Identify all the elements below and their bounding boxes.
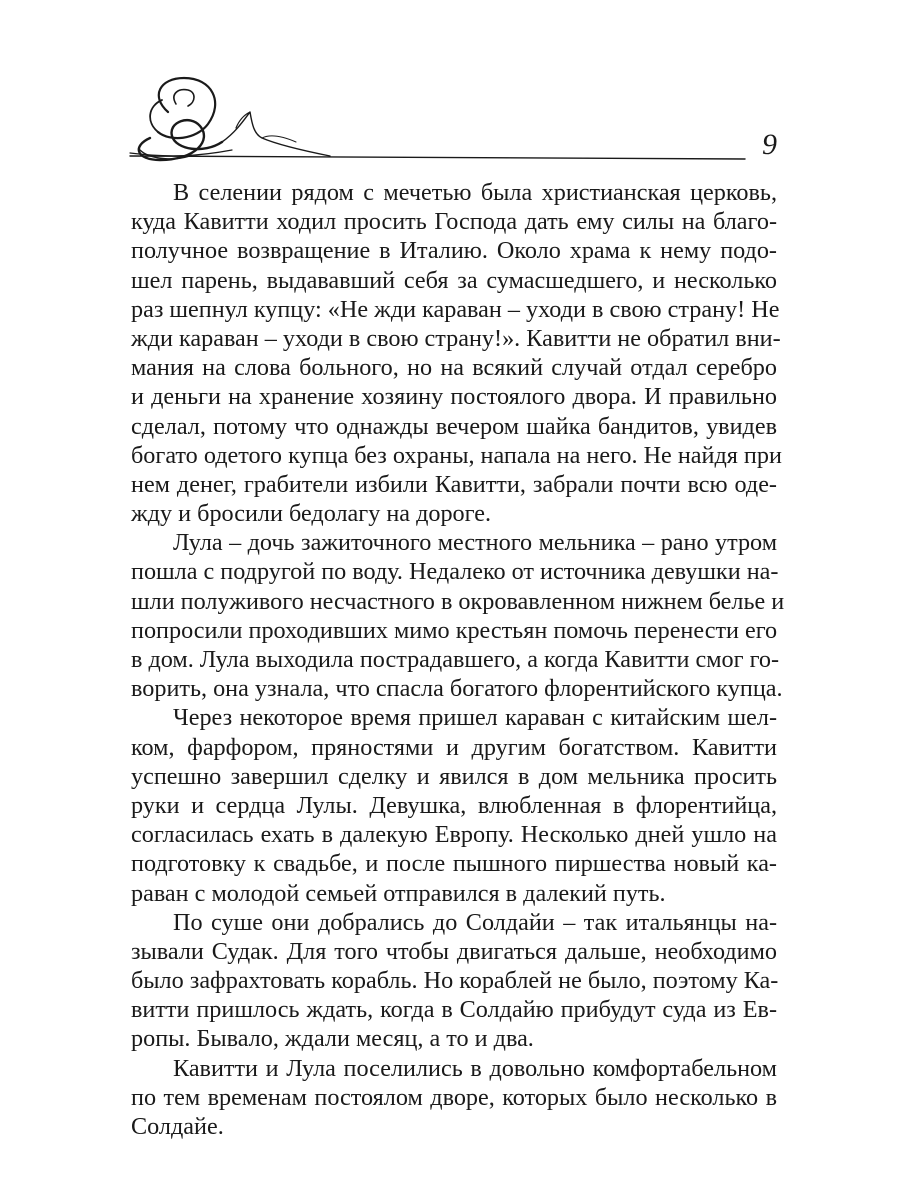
paragraph-line: ком, фарфором, пряностями и другим богатством. Кавитти	[131, 733, 777, 761]
paragraph-line: нем денег, грабители избили Кавитти, забрали почти всю оде-	[131, 470, 777, 498]
page-header	[0, 0, 900, 175]
paragraph-line: раван с молодой семьей отправился в далекий путь.	[131, 879, 666, 907]
paragraph-line: мания на слова больного, но на всякий случай отдал серебро	[131, 354, 777, 382]
paragraph-line: согласилась ехать в далекую Европу. Несколько дней ушло на	[131, 821, 777, 849]
paragraph-line: Через некоторое время пришел караван с китайским шел-	[173, 704, 777, 732]
paragraph-line: шел парень, выдававший себя за сумасшедшего, и несколько	[131, 266, 777, 294]
paragraph-line: в дом. Лула выходила пострадавшего, а когда Кавитти смог го-	[131, 646, 780, 673]
paragraph-line: зывали Судак. Для того чтобы двигаться дальше, необходимо	[131, 937, 777, 965]
paragraph-line: богато одетого купца без охраны, напала на него. Не найдя при	[131, 441, 782, 469]
paragraph-line: получное возвращение в Италию. Около храма к нему подо-	[131, 237, 777, 265]
paragraph-line: шли полуживого несчастного в окровавленном нижнем белье и	[131, 587, 785, 615]
paragraph-line: витти пришлось ждать, когда в Солдайю прибудут суда из Ев-	[131, 996, 777, 1024]
paragraph-line: Лула – дочь зажиточного местного мельника – рано утром	[173, 529, 777, 557]
paragraph-line: куда Кавитти ходил просить Господа дать ему силы на благо-	[131, 208, 777, 236]
paragraph-line: руки и сердца Лулы. Девушка, влюбленная в флорентийца,	[131, 791, 777, 819]
paragraph-line: подготовку к свадьбе, и после пышного пиршества новый ка-	[131, 850, 777, 878]
paragraph-line: было зафрахтовать корабль. Но кораблей не было, поэтому Ка-	[131, 967, 779, 995]
body-text	[131, 178, 785, 1141]
paragraph-line: успешно завершил сделку и явился в дом мельника просить	[131, 762, 777, 790]
paragraph-line: ворить, она узнала, что спасла богатого флорентийского купца.	[131, 675, 783, 703]
paragraph-line: раз шепнул купцу: «Не жди караван – уходи в свою страну! Не	[131, 295, 780, 323]
paragraph-line: и деньги на хранение хозяину постоялого двора. И правильно	[131, 383, 777, 411]
paragraph-line: ропы. Бывало, ждали месяц, а то и два.	[131, 1025, 534, 1053]
paragraph-line: сделал, потому что однажды вечером шайка бандитов, увидев	[131, 412, 777, 440]
paragraph-line: Кавитти и Лула поселились в довольно комфортабельном	[173, 1054, 777, 1082]
page-number: 9	[762, 128, 777, 161]
paragraph-line: Солдайе.	[131, 1113, 224, 1140]
paragraph-line: жди караван – уходи в свою страну!». Кавитти не обратил вни-	[131, 324, 781, 352]
swirl-flourish-icon	[0, 0, 760, 175]
paragraph-line: жду и бросили бедолагу на дороге.	[131, 500, 492, 528]
paragraph-line: попросили проходивших мимо крестьян помочь перенести его	[131, 616, 778, 644]
paragraph-line: пошла с подругой по воду. Недалеко от источника девушки на-	[131, 558, 779, 586]
paragraph-line: В селении рядом с мечетью была христианская церковь,	[173, 179, 777, 206]
paragraph-line: По суше они добрались до Солдайи – так итальянцы на-	[173, 908, 777, 936]
paragraph-line: по тем временам постоялом дворе, которых было несколько в	[131, 1083, 777, 1111]
